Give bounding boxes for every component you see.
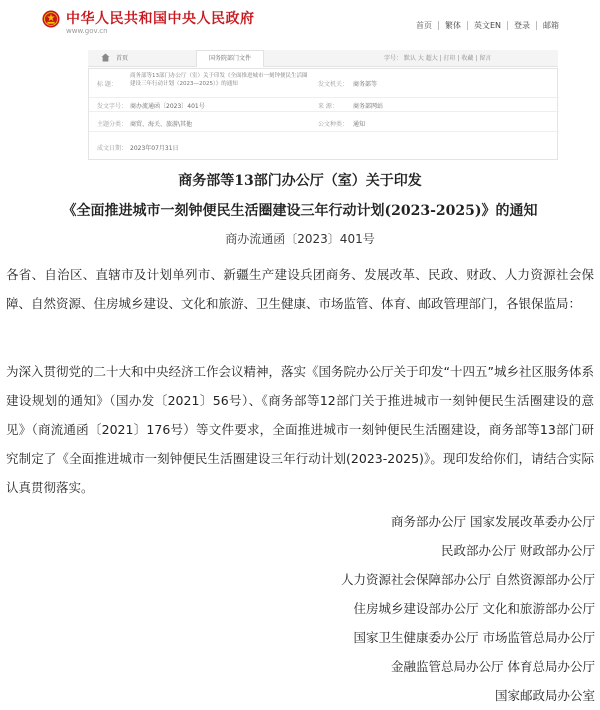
nav-login-link[interactable]: 登录 — [514, 20, 531, 30]
meta-issuer-label: 发文机关： — [318, 81, 349, 88]
signatory-line: 住房城乡建设部办公厅 文化和旅游部办公厅 — [353, 601, 595, 616]
nav-traditional-link[interactable]: 繁体 — [445, 20, 461, 30]
home-icon[interactable] — [101, 53, 110, 62]
breadcrumb-current-tab[interactable]: 国务院部门文件 — [196, 50, 264, 67]
meta-source-label: 来 源： — [318, 103, 338, 110]
signatory-line: 国家卫生健康委办公厅 市场监管总局办公厅 — [353, 630, 595, 645]
site-header — [0, 0, 600, 38]
meta-row — [89, 97, 559, 112]
site-title[interactable]: 中华人民共和国中央人民政府 — [66, 11, 255, 27]
meta-topic-value: 商贸、海关、旅游\其他 — [130, 121, 193, 128]
meta-row — [89, 139, 559, 153]
top-nav — [410, 18, 565, 32]
meta-row — [89, 69, 559, 98]
addressee-paragraph: 各省、自治区、直辖市及计划单列市、新疆生产建设兵团商务、发展改革、民政、财政、人力资源社会保障、自然资源、住房城乡建设、文化和旅游、卫生健康、市场监管、体育、邮政管理部门，各银保监局： — [6, 267, 594, 311]
page-tools[interactable]: 字号： 默认 大 超大 | 打印 | 收藏 | 留言 — [384, 55, 492, 62]
signatory-list — [341, 507, 595, 710]
meta-issuer-value: 商务部等 — [353, 81, 378, 88]
national-emblem-icon — [42, 10, 60, 28]
signatory-line: 国家邮政局办公室 — [494, 688, 595, 703]
meta-date-label: 成文日期： — [97, 145, 128, 152]
meta-number-label: 发文字号： — [97, 103, 128, 110]
meta-title-label: 标 题： — [97, 81, 117, 88]
document-title-line1: 商务部等13部门办公厅（室）关于印发 — [178, 173, 422, 189]
meta-row — [89, 115, 559, 132]
signatory-line: 人力资源社会保障部办公厅 自然资源部办公厅 — [341, 572, 595, 587]
document-metadata-table — [88, 68, 558, 160]
document-number: 商办流通函〔2023〕401号 — [225, 232, 375, 246]
signatory-line: 商务部办公厅 国家发展改革委办公厅 — [391, 514, 595, 529]
site-url: www.gov.cn — [66, 27, 108, 35]
nav-home-link[interactable]: 首页 — [416, 20, 432, 30]
meta-type-value: 通知 — [353, 121, 366, 128]
meta-topic-label: 主题分类： — [97, 121, 128, 128]
body-paragraph: 为深入贯彻党的二十大和中央经济工作会议精神，落实《国务院办公厅关于印发“十四五”城乡社区服务体系建设规划的通知》（国办发〔2021〕56号）、《商务部等12部门关于推进城市一刻钟便民生活圈建设的意见》（商流通函〔2021〕176号）等文件要求，全面推进城市一刻钟便民生活圈建设，商务部等13部门研究制定了《全面推进城市一刻钟便民生活圈建设三年行动计划(2023-2025)》。现印发给你们，请结合实际认真贯彻落实。 — [6, 364, 594, 495]
signatory-line: 民政部办公厅 财政部办公厅 — [441, 543, 595, 558]
nav-english-link[interactable]: 英文EN — [474, 20, 502, 30]
meta-title-value: 商务部等13部门办公厅（室）关于印发《全面推进城市一刻钟便民生活圈建设三年行动计划（2023—2025）》的通知 — [130, 73, 308, 87]
meta-source-value: 商务部网站 — [353, 103, 384, 110]
nav-mail-link[interactable]: 邮箱 — [543, 20, 560, 30]
meta-date-value: 2023年07月31日 — [130, 145, 179, 152]
signatory-line: 金融监管总局办公厅 体育总局办公厅 — [391, 659, 595, 674]
breadcrumb — [88, 50, 558, 67]
meta-number-value: 商办流通函〔2023〕401号 — [130, 103, 205, 110]
document-title-line2: 《全面推进城市一刻钟便民生活圈建设三年行动计划(2023-2025)》的通知 — [62, 203, 538, 219]
meta-type-label: 公文种类： — [318, 121, 349, 128]
breadcrumb-home-link[interactable]: 首页 — [116, 55, 129, 62]
